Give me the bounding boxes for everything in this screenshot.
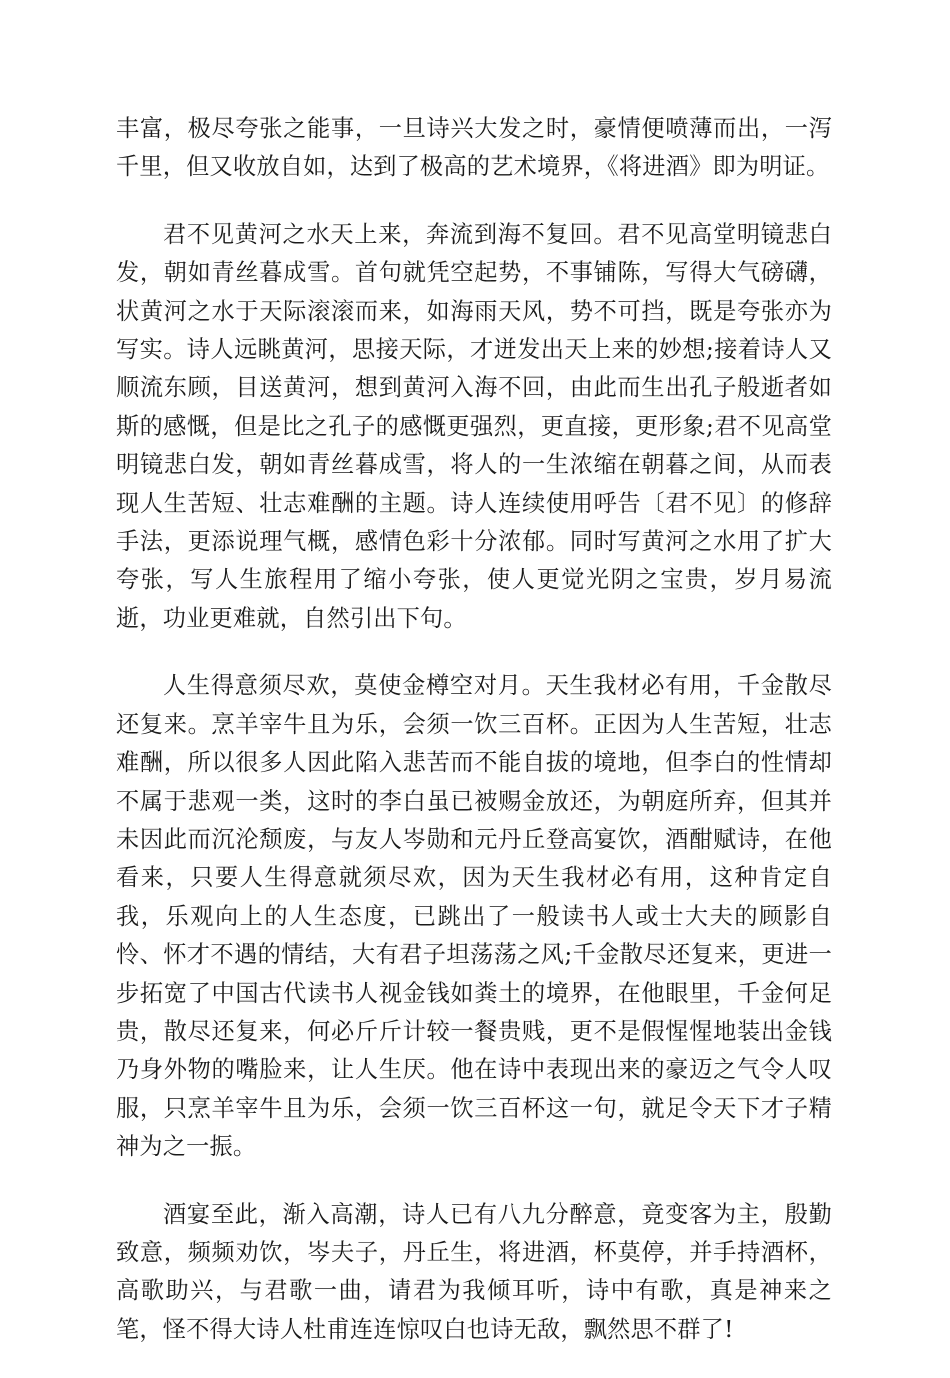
paragraph-3: 人生得意须尽欢，莫使金樽空对月。天生我材必有用，千金散尽还复来。烹羊宰牛且为乐，会须一饮三百杯。正因为人生苦短，壮志难酬，所以很多人因此陷入悲苦而不能自拔的境地，但李白的性情却不属于悲观一类，这时的李白虽已被赐金放还，为朝庭所弃，但其并未因此而沉沦颓废，与友人岑勋和元丹丘登高宴饮，酒酣赋诗，在他看来，只要人生得意就须尽欢，因为天生我材必有用，这种肯定自我，乐观向上的人生态度，已跳出了一般读书人或士大夫的顾影自怜、怀才不遇的情结，大有君子坦荡荡之风;千金散尽还复来，更进一步拓宽了中国古代读书人视金钱如粪土的境界，在他眼里，千金何足贵，散尽还复来，何必斤斤计较一餐贵贱，更不是假惺惺地装出金钱乃身外物的嘴脸来，让人生厌。他在诗中表现出来的豪迈之气令人叹服，只烹羊宰牛且为乐，会须一饮三百杯这一句，就足令天下才子精神为之一振。 <box>116 672 832 1161</box>
paragraph-4: 酒宴至此，渐入高潮，诗人已有八九分醉意，竟变客为主，殷勤致意，频频劝饮，岑夫子，丹丘生，将进酒，杯莫停，并手持酒杯，高歌助兴，与君歌一曲，请君为我倾耳听，诗中有歌，真是神来之笔，怪不得大诗人杜甫连连惊叹白也诗无敌，飘然思不群了! <box>116 1200 832 1343</box>
paragraph-1: 丰富，极尽夸张之能事，一旦诗兴大发之时，豪情便喷薄而出，一泻千里，但又收放自如，达到了极高的艺术境界，《将进酒》即为明证。 <box>116 115 832 181</box>
paragraph-2: 君不见黄河之水天上来，奔流到海不复回。君不见高堂明镜悲白发，朝如青丝暮成雪。首句就凭空起势，不事铺陈，写得大气磅礴，状黄河之水于天际滚滚而来，如海雨天风，势不可挡，既是夸张亦为写实。诗人远眺黄河，思接天际，才迸发出天上来的妙想;接着诗人又顺流东顾，目送黄河，想到黄河入海不回，由此而生出孔子般逝者如斯的感慨，但是比之孔子的感慨更强烈，更直接，更形象;君不见高堂明镜悲白发，朝如青丝暮成雪，将人的一生浓缩在朝暮之间，从而表现人生苦短、壮志难酬的主题。诗人连续使用呼告〔君不见〕的修辞手法，更添说理气概，感情色彩十分浓郁。同时写黄河之水用了扩大夸张，写人生旅程用了缩小夸张，使人更觉光阴之宝贵，岁月易流逝，功业更难就，自然引出下句。 <box>116 220 832 632</box>
document-body <box>116 110 832 1378</box>
